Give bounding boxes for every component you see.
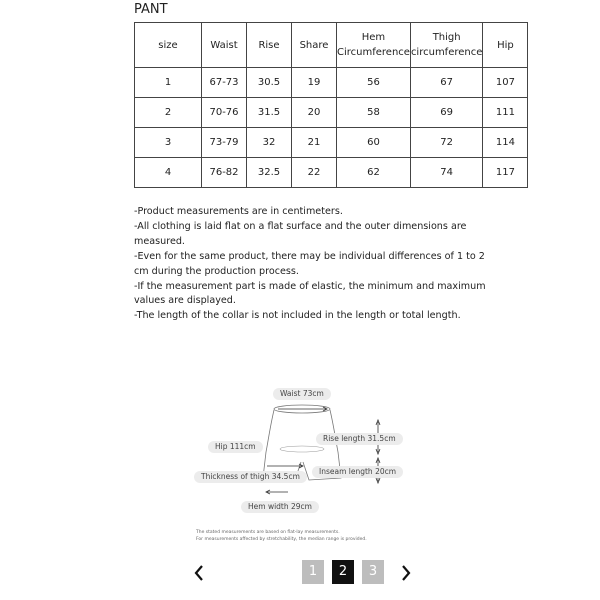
image-pager xyxy=(0,560,600,586)
header-hem-circumference xyxy=(337,23,411,68)
cell-rise: 32.5 xyxy=(247,158,292,188)
cell-size: 2 xyxy=(135,98,202,128)
cell-hip: 107 xyxy=(483,68,528,98)
rise-measurement-label: Rise length 31.5cm xyxy=(316,433,403,445)
fine-print-line: The stated measurements are based on flat-lay measurements. xyxy=(196,530,340,535)
note-line: -All clothing is laid flat on a flat surface and the outer dimensions are xyxy=(134,220,467,232)
note-line: measured. xyxy=(134,235,185,247)
cell-hem: 56 xyxy=(337,68,411,98)
header-rise: Rise xyxy=(247,23,292,68)
header-thigh-circumference xyxy=(410,23,482,68)
cell-thigh: 72 xyxy=(410,128,482,158)
cell-waist: 76-82 xyxy=(202,158,247,188)
header-share: Share xyxy=(292,23,337,68)
cell-share: 20 xyxy=(292,98,337,128)
cell-waist: 67-73 xyxy=(202,68,247,98)
cell-size: 4 xyxy=(135,158,202,188)
thigh-measurement-label: Thickness of thigh 34.5cm xyxy=(194,471,307,483)
page-2-button[interactable]: 2 xyxy=(332,560,354,584)
cell-hem: 60 xyxy=(337,128,411,158)
hem-measurement-label: Hem width 29cm xyxy=(241,501,319,513)
measurement-notes xyxy=(134,205,486,324)
cell-hip: 111 xyxy=(483,98,528,128)
table-row xyxy=(135,98,528,128)
header-thigh-line1: Thigh xyxy=(432,32,461,43)
inseam-measurement-label: Inseam length 20cm xyxy=(312,466,403,478)
table-row xyxy=(135,158,528,188)
cell-share: 22 xyxy=(292,158,337,188)
note-line: -Even for the same product, there may be individual differences of 1 to 2 xyxy=(134,250,485,262)
note-line: -Product measurements are in centimeters. xyxy=(134,206,343,217)
page-3-button[interactable]: 3 xyxy=(362,560,384,584)
next-button[interactable] xyxy=(396,560,416,586)
cell-rise: 32 xyxy=(247,128,292,158)
page-title: PANT xyxy=(134,2,168,17)
note-line: cm during the production process. xyxy=(134,265,299,277)
previous-button[interactable] xyxy=(190,560,210,586)
chevron-right-icon xyxy=(396,560,416,586)
pants-measurement-diagram xyxy=(190,382,420,514)
chevron-left-icon xyxy=(190,560,210,586)
header-hem-line2: Circumference xyxy=(337,47,410,58)
cell-thigh: 74 xyxy=(410,158,482,188)
cell-thigh: 67 xyxy=(410,68,482,98)
cell-share: 21 xyxy=(292,128,337,158)
fine-print-line: For measurements affected by stretchability, the median range is provided. xyxy=(196,537,367,542)
header-size: size xyxy=(135,23,202,68)
waist-measurement-label: Waist 73cm xyxy=(273,388,331,400)
page-1-button[interactable]: 1 xyxy=(302,560,324,584)
table-row xyxy=(135,68,528,98)
header-thigh-line2: circumference xyxy=(410,47,483,58)
cell-size: 1 xyxy=(135,68,202,98)
header-waist: Waist xyxy=(202,23,247,68)
cell-hem: 58 xyxy=(337,98,411,128)
cell-hip: 114 xyxy=(483,128,528,158)
cell-hip: 117 xyxy=(483,158,528,188)
cell-size: 3 xyxy=(135,128,202,158)
cell-waist: 73-79 xyxy=(202,128,247,158)
cell-share: 19 xyxy=(292,68,337,98)
note-line: -The length of the collar is not included in the length or total length. xyxy=(134,310,461,322)
cell-waist: 70-76 xyxy=(202,98,247,128)
cell-hem: 62 xyxy=(337,158,411,188)
header-hip: Hip xyxy=(483,23,528,68)
size-table xyxy=(134,22,528,188)
header-hem-line1: Hem xyxy=(361,32,386,43)
table-row xyxy=(135,128,528,158)
note-line: values are displayed. xyxy=(134,295,236,307)
table-header-row xyxy=(135,23,528,68)
cell-thigh: 69 xyxy=(410,98,482,128)
hip-measurement-label: Hip 111cm xyxy=(208,441,263,453)
cell-rise: 31.5 xyxy=(247,98,292,128)
cell-rise: 30.5 xyxy=(247,68,292,98)
note-line: -If the measurement part is made of elastic, the minimum and maximum xyxy=(134,280,486,292)
